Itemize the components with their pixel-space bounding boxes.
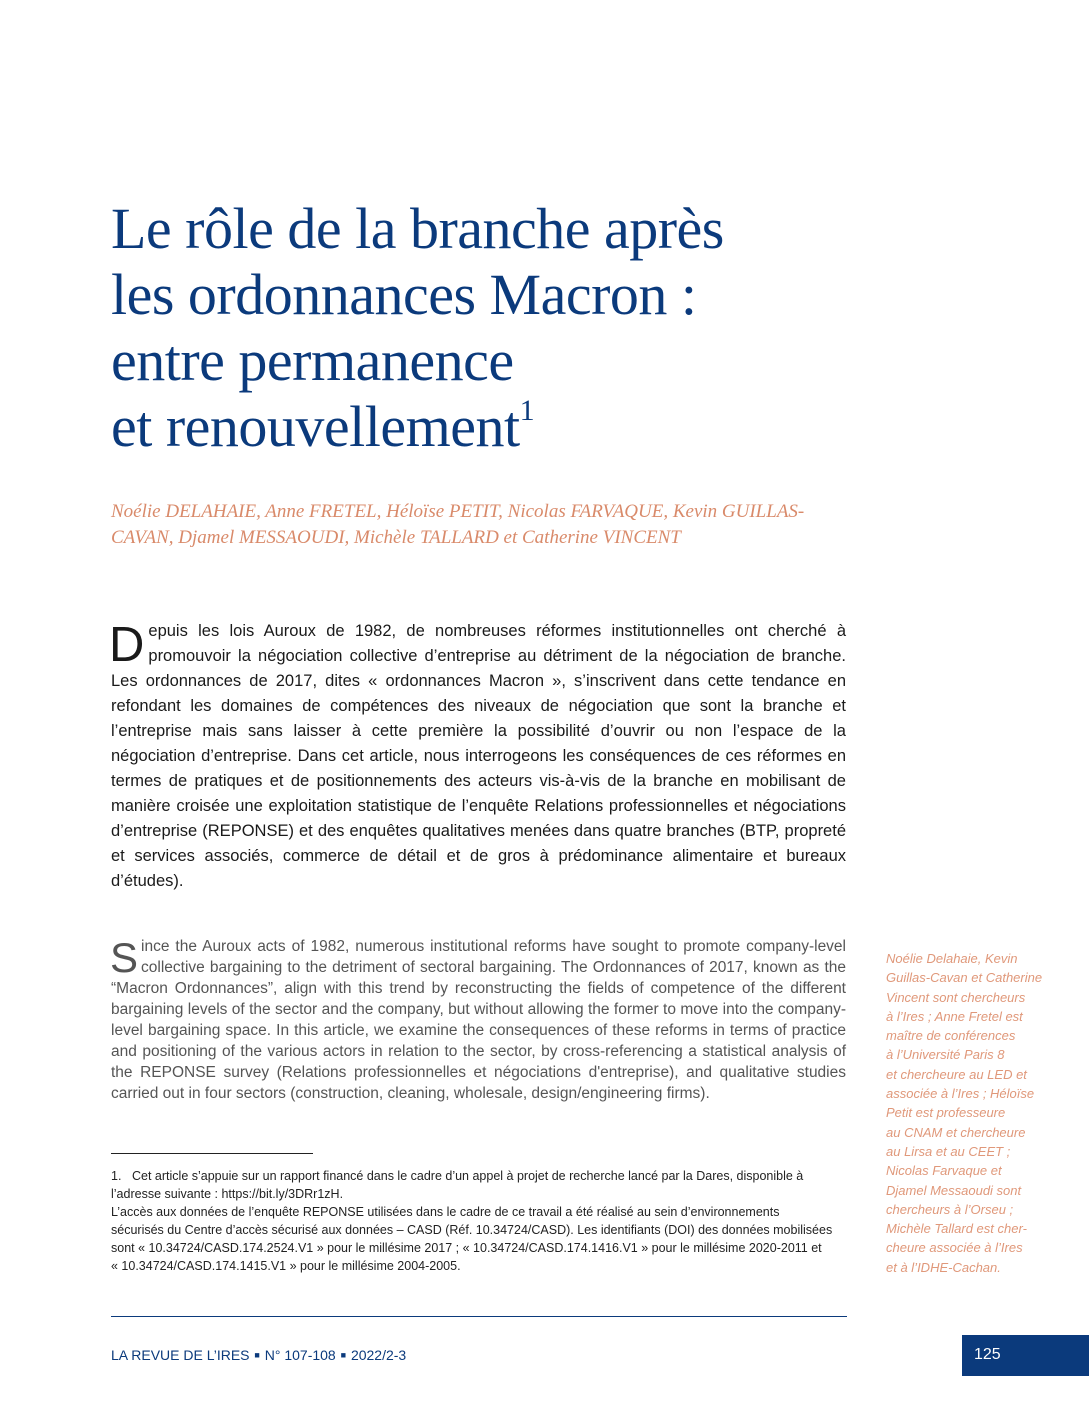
- affiliation-line: associée à l’Ires ; Héloïse: [886, 1086, 1035, 1102]
- affiliation-line: cheure associée à l’Ires: [886, 1240, 1023, 1256]
- footnote-line: sont « 10.34724/CASD.174.2524.V1 » pour le millésime 2017 ; « 10.34724/CASD.174.1416.V1 » pour le millésime 2020-2011 et: [111, 1241, 822, 1255]
- author-line: Noélie DELAHAIE, Anne FRETEL, Héloïse PETIT, Nicolas FARVAQUE, Kevin GUILLAS-: [111, 501, 805, 522]
- footer-separator: ■: [254, 1350, 260, 1360]
- dropcap-english: S: [110, 934, 139, 981]
- author-line: CAVAN, Djamel MESSAOUDI, Michèle TALLARD et Catherine VINCENT: [111, 527, 681, 548]
- title-footnote-marker[interactable]: 1: [519, 394, 535, 427]
- footnote-line: sécurisés du Centre d’accès sécurisé aux données – CASD (Réf. 10.34724/CASD). Les identifiants (DOI) des données mobilisées: [111, 1223, 833, 1237]
- author-list: [111, 499, 851, 551]
- affiliation-line: et à l’IDHE-Cachan.: [886, 1259, 1001, 1275]
- title-line: entre permanence: [111, 328, 514, 393]
- footnote-number: 1.: [111, 1169, 122, 1183]
- affiliation-line: Nicolas Farvaque et: [886, 1163, 1002, 1179]
- affiliation-line: Djamel Messaoudi sont: [886, 1182, 1022, 1198]
- abstract-french: [111, 619, 846, 894]
- affiliation-line: à l’Ires ; Anne Fretel est: [886, 1008, 1023, 1024]
- footer-divider: [111, 1316, 847, 1317]
- affiliation-line: Vincent sont chercheurs: [886, 989, 1026, 1005]
- abstract-french-text: epuis les lois Auroux de 1982, de nombreuses réformes institutionnelles ont cherché à promouvoir la négociation collective d’entreprise au détriment de la négociation de branche. Les ordonnances de 2017, dites « ordonnances Macron », s’inscrivent dans cette tendance en refondant les domaines de compétences des niveaux de négociation que sont la branche et l’entreprise mais sans laisser à cette première la possibilité d’ouvrir ou non l’espace de la négociation d’entreprise. Dans cet article, nous interrogeons les conséquences de ces réformes en termes de pratiques et de positionnements des acteurs vis-à-vis de la branche en mobilisant de manière croisée une exploitation statistique de l’enquête Relations professionnelles et négociations d’entreprise (REPONSE) et des enquêtes qualitatives menées dans quatre branches (BTP, propreté et services associés, commerce de détail et de gros à prédominance alimentaire et bureaux d’études).: [111, 622, 846, 890]
- affiliation-line: Petit est professeure: [886, 1105, 1006, 1121]
- affiliation-line: maître de conférences: [886, 1028, 1016, 1044]
- title-line: [111, 394, 851, 460]
- running-footer: [111, 1346, 406, 1364]
- issue-year: 2022/2-3: [350, 1347, 407, 1363]
- title-line-text: et renouvellement: [111, 394, 520, 459]
- footer-separator: ■: [340, 1350, 347, 1360]
- footnote-2: [111, 1203, 851, 1275]
- affiliation-line: Michèle Tallard est cher-: [886, 1221, 1027, 1237]
- article-title: [111, 196, 851, 460]
- affiliation-line: et chercheure au LED et: [886, 1066, 1027, 1082]
- title-line: les ordonnances Macron :: [111, 262, 697, 327]
- footnote-text: Cet article s’appuie sur un rapport financé dans le cadre d’un appel à projet de recherche lancé par la Dares, disponible à: [132, 1169, 804, 1183]
- footnote-line: « 10.34724/CASD.174.1415.V1 » pour le millésime 2004-2005.: [111, 1259, 461, 1273]
- footnote-line: L’accès aux données de l’enquête REPONSE utilisées dans le cadre de ce travail a été réalisé au sein d’environnements: [111, 1205, 780, 1219]
- affiliation-line: Guillas-Cavan et Catherine: [886, 970, 1043, 986]
- page-number: 125: [974, 1346, 1001, 1363]
- title-line: Le rôle de la branche après: [111, 196, 724, 261]
- affiliation-line: Noélie Delahaie, Kevin: [886, 951, 1018, 966]
- affiliation-line: à l’Université Paris 8: [886, 1047, 1005, 1063]
- affiliation-line: au CNAM et chercheure: [886, 1124, 1026, 1140]
- author-affiliations: [886, 949, 1076, 1277]
- footnote-divider: [111, 1153, 313, 1154]
- abstract-english-text: ince the Auroux acts of 1982, numerous institutional reforms have sought to promote company-level collective bargaining to the detriment of sectoral bargaining. The Ordonnances of 2017, known as the “Macron Ordonnances”, align with this trend by reconstructing the fields of competence of the different bargaining levels of the sector and the company, but without allowing the former to move into the company-level bargaining space. In this article, we examine the consequences of these reforms in terms of practice and positioning of the various actors in relation to the sector, by cross-referencing a statistical analysis of the REPONSE survey (Relations professionnelles et négociations d'entreprise), and qualitative studies carried out in four sectors (construction, cleaning, wholesale, design/engineering firms).: [111, 938, 846, 1102]
- footnotes: [111, 1167, 851, 1275]
- abstract-english: [111, 936, 846, 1104]
- affiliation-line: au Lirsa et au CEET ;: [886, 1143, 1011, 1159]
- affiliation-line: chercheurs à l’Orseu ;: [886, 1201, 1014, 1217]
- footnote-line[interactable]: l’adresse suivante : https://bit.ly/3DRr1zH.: [111, 1187, 344, 1201]
- footnote-1: [111, 1167, 851, 1203]
- footnote-line: [111, 1167, 851, 1185]
- page-number-box: [962, 1335, 1089, 1376]
- journal-name: LA REVUE DE L’IRES: [111, 1347, 250, 1363]
- issue-number: N° 107-108: [264, 1347, 336, 1363]
- dropcap-french: D: [109, 618, 145, 672]
